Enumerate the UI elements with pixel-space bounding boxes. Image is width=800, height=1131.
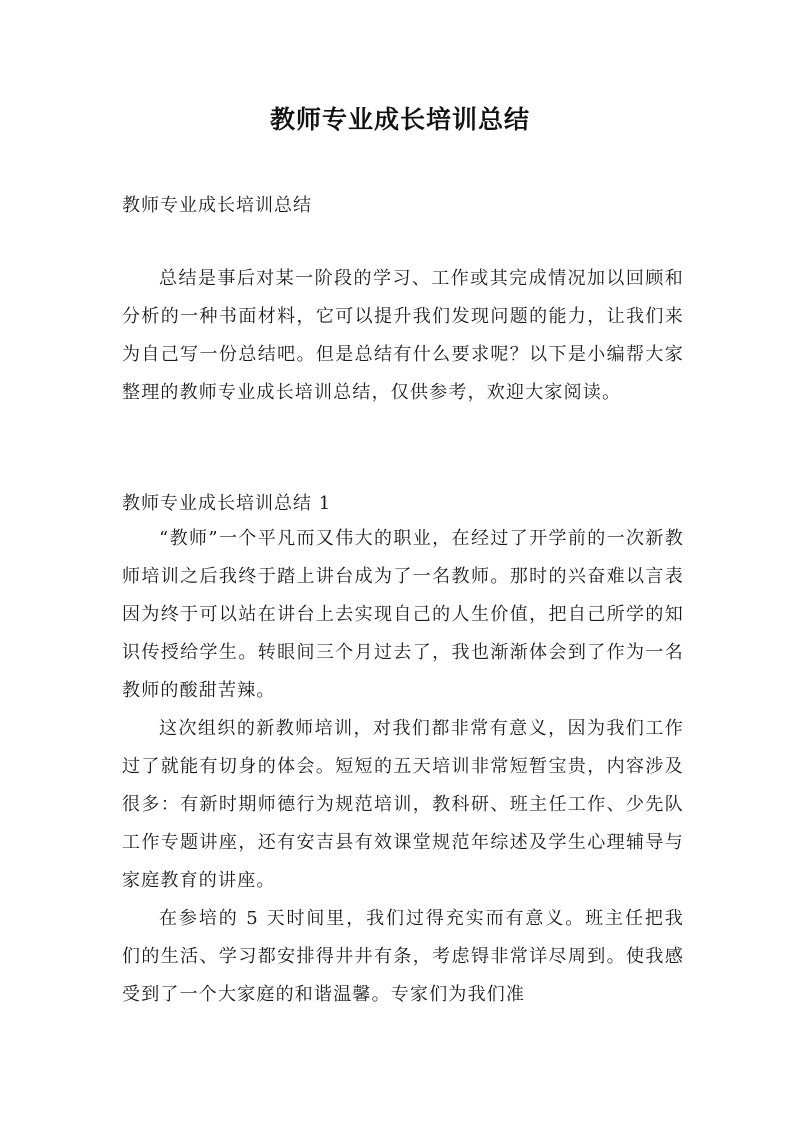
document-subtitle: 教师专业成长培训总结 bbox=[122, 195, 312, 216]
document-title: 教师专业成长培训总结 bbox=[269, 105, 530, 134]
body-paragraph: 这次组织的新教师培训，对我们都非常有意义，因为我们工作过了就能有切身的体会。短短的五天培训非常短暂宝贵，内容涉及很多：有新时期师德行为规范培训，教科研、班主任工作、少先队工作专题讲座，还有安吉县有效课堂规范年综述及学生心理辅导与家庭教育的讲座。 bbox=[122, 718, 684, 891]
body-paragraph: “教师”一个平凡而又伟大的职业，在经过了开学前的一次新教师培训之后我终于踏上讲台成为了一名教师。那时的兴奋难以言表因为终于可以站在讲台上去实现自己的人生价值，把自己所学的知识传授给学生。转眼间三个月过去了，我也渐渐体会到了作为一名教师的酸甜苦辣。 bbox=[122, 528, 684, 701]
intro-paragraph: 总结是事后对某一阶段的学习、工作或其完成情况加以回顾和分析的一种书面材料，它可以提升我们发现问题的能力，让我们来为自己写一份总结吧。但是总结有什么要求呢？以下是小编帮大家整理的教师专业成长培训总结，仅供参考，欢迎大家阅读。 bbox=[122, 268, 684, 403]
body-paragraph: 在参培的 5 天时间里，我们过得充实而有意义。班主任把我们的生活、学习都安排得井井有条，考虑锝非常详尽周到。使我感受到了一个大家庭的和谐温馨。专家们为我们准 bbox=[122, 908, 684, 1005]
section-heading: 教师专业成长培训总结 1 bbox=[122, 493, 332, 514]
